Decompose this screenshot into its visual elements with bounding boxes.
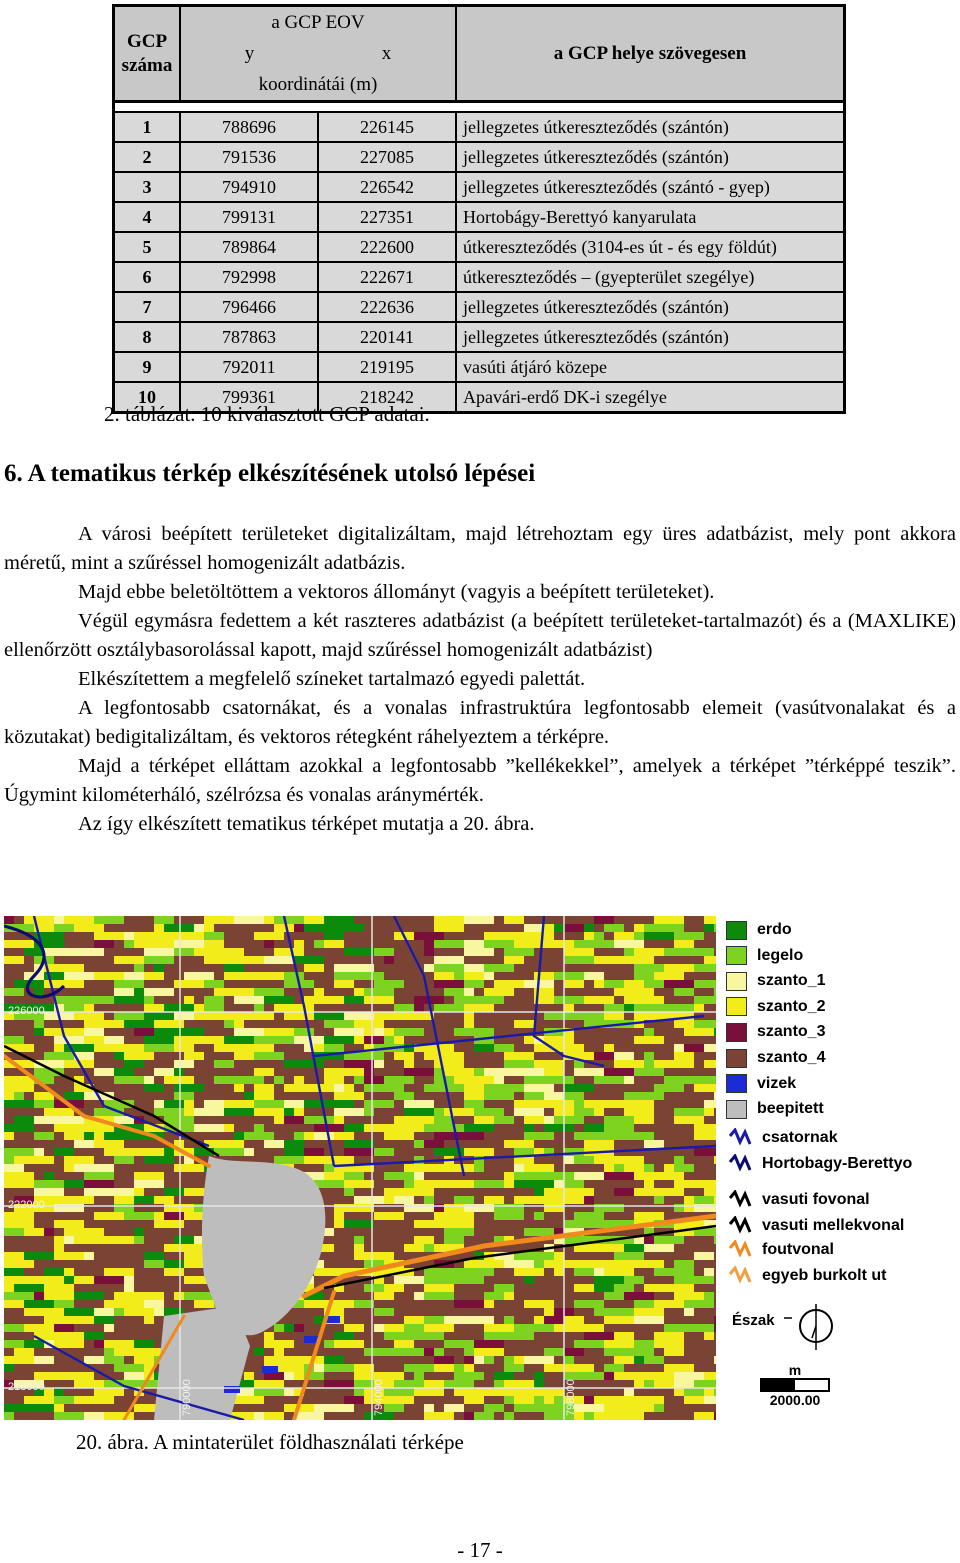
table-row <box>114 172 845 202</box>
paragraph: A városi beépített területeket digitalizáltam, majd létrehoztam egy üres adatbázist, mely pont akkora méretű, mint a szűréssel homogenizált adatbázis. <box>4 523 956 574</box>
gcp-number: 1 <box>114 112 181 142</box>
legend-swatch <box>726 1100 747 1119</box>
legend-swatch <box>726 1023 747 1042</box>
legend-item-szanto-2 <box>726 997 825 1017</box>
legend-line-item <box>728 1190 870 1210</box>
gcp-place: jellegzetes útkereszteződés (szántón) <box>456 142 845 172</box>
scale-unit: m <box>788 1362 802 1378</box>
gcp-number: 8 <box>114 322 181 352</box>
header-eov <box>180 6 456 102</box>
grid-label-x: 794000 <box>373 1379 385 1416</box>
legend-item-erdo <box>726 920 792 940</box>
legend-label: erdo <box>757 921 792 938</box>
header-yx <box>181 38 455 69</box>
gcp-number: 5 <box>114 232 181 262</box>
gcp-y: 799131 <box>180 202 318 232</box>
paragraph: Végül egymásra fedettem a két raszteres adatbázist (a beépített területeket-tartalmazót) és a (MAXLIKE) ellenőrzött osztálybasorolással kapott, majd szűréssel homogenizált adatbázist) <box>4 610 956 661</box>
header-coord-label: koordinátái (m) <box>258 74 378 95</box>
grid-label-y: 222000 <box>8 1199 45 1211</box>
legend-label: vizek <box>757 1074 797 1092</box>
legend-item-vizek <box>726 1074 796 1094</box>
gcp-x: 222671 <box>318 262 456 292</box>
gcp-number: 4 <box>114 202 181 232</box>
table-body <box>114 112 845 413</box>
map-landcover <box>4 916 716 1420</box>
legend-line-item <box>728 1216 904 1236</box>
gcp-x: 219195 <box>318 352 456 382</box>
table-caption: 2. táblázat. 10 kiválasztott GCP adatai. <box>104 402 430 426</box>
legend-label: egyeb burkolt ut <box>762 1267 887 1284</box>
gcp-place: útkereszteződés – (gyepterület szegélye) <box>456 262 845 292</box>
table-row <box>114 322 845 352</box>
legend-label: szanto_4 <box>757 1049 826 1066</box>
legend-item-szanto-1 <box>726 971 825 991</box>
table-row <box>114 232 845 262</box>
table-row <box>114 262 845 292</box>
header-gcp-number <box>114 6 181 102</box>
gcp-y: 788696 <box>180 112 318 142</box>
table-row <box>114 202 845 232</box>
scale-value: 2000.00 <box>769 1392 821 1408</box>
legend-swatch <box>726 946 747 965</box>
gcp-y: 791536 <box>180 142 318 172</box>
gcp-y: 792998 <box>180 262 318 292</box>
page-number: - 17 - <box>457 1538 503 1562</box>
gcp-x: 222636 <box>318 292 456 322</box>
map-raster <box>4 916 716 1420</box>
gcp-y: 794910 <box>180 172 318 202</box>
gcp-x: 222600 <box>318 232 456 262</box>
header-eov-label: a GCP EOV <box>271 12 365 33</box>
scale-bar-graphic <box>760 1378 830 1392</box>
compass-icon <box>732 1304 842 1354</box>
gcp-number: 9 <box>114 352 181 382</box>
header-x-label: x <box>381 43 392 64</box>
legend-item-legelo <box>726 946 803 966</box>
gcp-y: 787863 <box>180 322 318 352</box>
gcp-number: 10 <box>114 382 181 413</box>
header-y-label: y <box>244 43 255 64</box>
paragraph: A legfontosabb csatornákat, és a vonalas infrastruktúra legfontosabb elemeit (vasútvonalakat és a közutakat) bedigitalizáltam, és vektoros rétegként ráhelyeztem a térképre. <box>4 697 956 748</box>
legend-line-item <box>728 1154 912 1174</box>
table-row <box>114 112 845 142</box>
gcp-x: 220141 <box>318 322 456 352</box>
legend-line-item <box>728 1128 838 1148</box>
gcp-x: 226145 <box>318 112 456 142</box>
table-header-row <box>114 6 845 102</box>
legend-swatch <box>726 997 747 1016</box>
legend-item-beepitett <box>726 1099 824 1119</box>
gcp-y: 792011 <box>180 352 318 382</box>
legend-line-symbol <box>728 1266 752 1286</box>
land-use-map <box>4 916 716 1420</box>
legend-line-item <box>728 1240 834 1260</box>
gcp-place: jellegzetes útkereszteződés (szántón) <box>456 322 845 352</box>
paragraph: Majd a térképet elláttam azokkal a legfontosabb ”kellékekkel”, amelyek a térképet ”térképpé teszik”. Úgymint kilométerháló, szélrózsa és vonalas aránymérték. <box>4 755 956 806</box>
legend-label: szanto_3 <box>757 1023 826 1041</box>
legend-swatch <box>726 921 747 940</box>
grid-label-y: 226000 <box>8 1005 45 1017</box>
gcp-y: 799361 <box>180 382 318 413</box>
legend-label: Hortobagy-Berettyo <box>762 1155 913 1172</box>
legend-label: szanto_2 <box>757 997 826 1015</box>
legend-label: legelo <box>757 946 804 964</box>
scale-bar <box>760 1362 830 1408</box>
table-row <box>114 142 845 172</box>
body-text <box>4 520 956 839</box>
gcp-y: 789864 <box>180 232 318 262</box>
legend-line-symbol <box>728 1240 752 1260</box>
legend-label: beepitett <box>757 1100 824 1118</box>
table-header-gap <box>114 102 845 113</box>
gcp-x: 226542 <box>318 172 456 202</box>
gcp-place: jellegzetes útkereszteződés (szántó - gyep) <box>456 172 845 202</box>
map-legend <box>716 916 956 1424</box>
paragraph: Elkészítettem a megfelelő színeket tartalmazó egyedi palettát. <box>78 668 586 690</box>
legend-label: szanto_1 <box>757 972 826 990</box>
table-row <box>114 292 845 322</box>
paragraph: Az így elkészített tematikus térképet mutatja a 20. ábra. <box>78 813 535 835</box>
gcp-place: Apavári-erdő DK-i szegélye <box>456 382 845 413</box>
header-gcp-label: GCP <box>126 30 168 52</box>
legend-item-szanto-4 <box>726 1048 825 1068</box>
legend-label: vasuti mellekvonal <box>762 1217 905 1234</box>
gcp-place: vasúti átjáró közepe <box>456 352 845 382</box>
section-heading: 6. A tematikus térkép elkészítésének utolsó lépései <box>4 460 536 487</box>
legend-swatch <box>726 972 747 991</box>
legend-label: foutvonal <box>762 1241 834 1258</box>
water-patch <box>262 1366 278 1373</box>
paragraph: Majd ebbe beletöltöttem a vektoros állományt (vagyis a beépített területeket). <box>78 581 715 603</box>
gcp-place: Hortobágy-Berettyó kanyarulata <box>456 202 845 232</box>
gcp-number: 3 <box>114 172 181 202</box>
water-patch <box>224 1386 240 1393</box>
legend-item-szanto-3 <box>726 1022 825 1042</box>
table-row <box>114 352 845 382</box>
gcp-x: 227085 <box>318 142 456 172</box>
land-use-map-figure <box>4 916 956 1424</box>
gcp-number: 2 <box>114 142 181 172</box>
legend-line-symbol <box>728 1154 752 1174</box>
gcp-place: jellegzetes útkereszteződés (szántón) <box>456 112 845 142</box>
legend-line-symbol <box>728 1216 752 1236</box>
legend-line-symbol <box>728 1190 752 1210</box>
legend-label: csatornak <box>762 1129 838 1146</box>
figure-caption: 20. ábra. A mintaterület földhasználati térképe <box>76 1430 464 1454</box>
legend-swatch <box>726 1049 747 1068</box>
gcp-x: 227351 <box>318 202 456 232</box>
gcp-place: útkereszteződés (3104-es út - és egy földút) <box>456 232 845 262</box>
grid-label-x: 798000 <box>565 1379 577 1416</box>
north-label: Észak <box>732 1312 775 1329</box>
gcp-number: 6 <box>114 262 181 292</box>
header-place-label: a GCP helye szövegesen <box>553 42 747 64</box>
grid-label-x: 790000 <box>181 1379 193 1416</box>
legend-line-symbol <box>728 1128 752 1148</box>
legend-label: vasuti fovonal <box>762 1191 870 1208</box>
header-szama-label: száma <box>121 54 173 76</box>
gcp-x: 218242 <box>318 382 456 413</box>
gcp-number: 7 <box>114 292 181 322</box>
gcp-y: 796466 <box>180 292 318 322</box>
gcp-place: jellegzetes útkereszteződés (szántón) <box>456 292 845 322</box>
gcp-table <box>112 4 846 414</box>
legend-line-item <box>728 1266 886 1286</box>
legend-swatch <box>726 1074 747 1093</box>
grid-label-y: 218000 <box>8 1381 45 1393</box>
